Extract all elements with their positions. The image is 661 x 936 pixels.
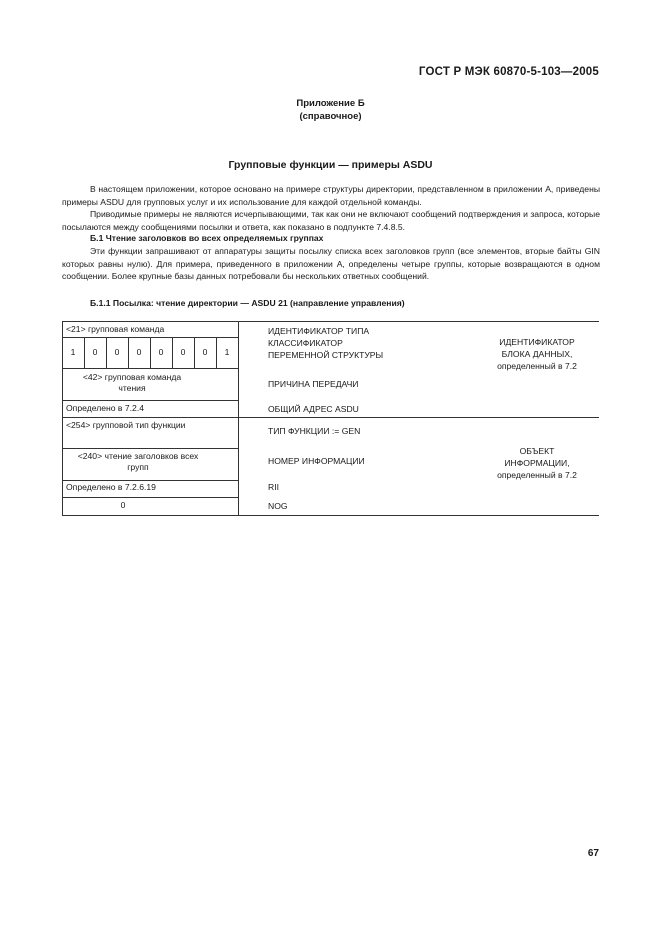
field-info-number: НОМЕР ИНФОРМАЦИИ <box>268 456 365 466</box>
annex-title: Приложение Б <box>296 98 365 109</box>
cell-common-address-value: Определено в 7.2.4 <box>66 403 144 413</box>
bit-1: 1 <box>224 347 230 357</box>
section-title: Групповые функции — примеры ASDU <box>228 159 433 171</box>
field-rii: RII <box>268 482 279 492</box>
paragraph-scope: Приводимые примеры не являются исчерпывающими, так как они не включают сообщений подтверждения и запроса, которые посылаются между сообщениями посылки и ответа, как показано в подпункте 7.4.8.5. <box>62 209 600 232</box>
bit-6: 0 <box>114 347 120 357</box>
annex-subtitle: (справочное) <box>299 111 362 122</box>
subsection-b11-title: Б.1.1 Посылка: чтение директории — ASDU 21 (направление управления) <box>90 298 405 308</box>
asdu-table <box>62 321 599 516</box>
standard-header: ГОСТ Р МЭК 60870-5-103—2005 <box>418 66 599 78</box>
cell-type-id-value: <21> групповая команда <box>66 324 165 334</box>
field-function-type: ТИП ФУНКЦИИ := GEN <box>268 426 361 436</box>
cell-cot-value: <42> групповая команда чтения <box>82 372 182 393</box>
field-nog: NOG <box>268 501 288 511</box>
bit-3: 0 <box>180 347 186 357</box>
paragraph-b1: Эти функции запрашивают от аппаратуры защиты посылку списка всех заголовков групп (все элементов, вторые байты GIN которых равны нулю). Для примера, приведенного в приложении А, определены четыре группы, которые возвращаются в одном сообщении. Более крупные базы данных потребовали бы нескольких ответных сообщений. <box>62 246 600 281</box>
field-common-address: ОБЩИЙ АДРЕС ASDU <box>268 404 359 414</box>
group-data-unit-identifier: ИДЕНТИФИКАТОР БЛОКА ДАННЫХ, определенный в 7.2 <box>497 337 577 371</box>
field-vsq-line2: ПЕРЕМЕННОЙ СТРУКТУРЫ <box>268 350 384 360</box>
field-vsq-line1: КЛАССИФИКАТОР <box>268 338 343 348</box>
bit-5: 0 <box>136 347 142 357</box>
subsection-b1-title: Б.1 Чтение заголовков во всех определяемых группах <box>90 233 324 243</box>
cell-info-number-value: <240> чтение заголовков всех групп <box>77 451 199 472</box>
group-information-object: ОБЪЕКТ ИНФОРМАЦИИ, определенный в 7.2 <box>497 446 577 480</box>
cell-function-type-value: <254> групповой тип функции <box>66 420 186 430</box>
field-type-id: ИДЕНТИФИКАТОР ТИПА <box>268 326 370 336</box>
paragraph-intro: В настоящем приложении, которое основано на примере структуры директории, представленном в приложении А, приведены примеры ASDU для групповых услуг и их использование для каждой отдельной команды. <box>62 184 600 207</box>
cell-rii-value: Определено в 7.2.6.19 <box>66 482 156 492</box>
cell-nog-value: 0 <box>120 500 126 510</box>
field-cot: ПРИЧИНА ПЕРЕДАЧИ <box>268 379 359 389</box>
bit-7: 0 <box>92 347 98 357</box>
bit-8: 1 <box>70 347 76 357</box>
page-number: 67 <box>587 848 599 859</box>
bit-4: 0 <box>158 347 164 357</box>
bit-2: 0 <box>202 347 208 357</box>
